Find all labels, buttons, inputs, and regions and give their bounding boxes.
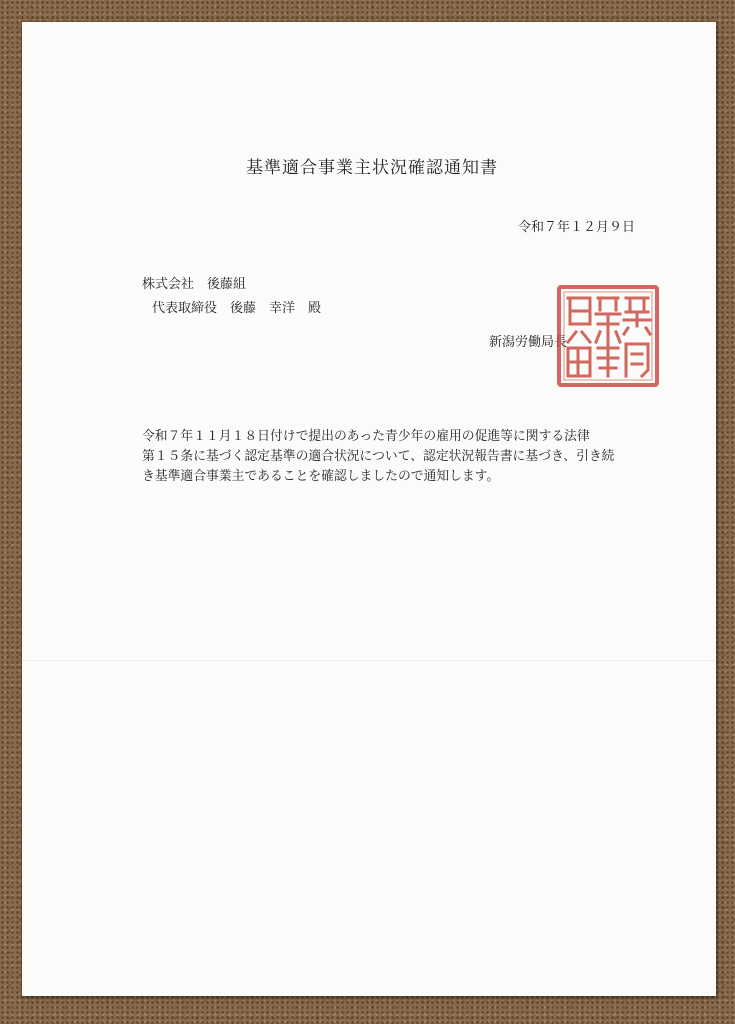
- body-line: き基準適合事業主であることを確認しましたので通知します。: [142, 469, 500, 484]
- official-seal-stamp: [556, 284, 660, 388]
- document-title: 基準適合事業主状況確認通知書: [246, 158, 498, 178]
- body-line: 第１５条に基づく認定基準の適合状況について、認定状況報告書に基づき、引き続: [142, 449, 615, 464]
- notice-body: [142, 427, 614, 487]
- recipient-company: 株式会社 後藤組: [142, 277, 247, 292]
- recipient-representative: 代表取締役 後藤 幸洋 殿: [152, 301, 322, 316]
- body-line: 令和７年１１月１８日付けで提出のあった青少年の雇用の促進等に関する法律: [142, 429, 590, 444]
- seal-icon: [556, 284, 660, 388]
- issue-date: 令和７年１２月９日: [518, 220, 636, 235]
- issuer-name: 新潟労働局長: [489, 335, 568, 350]
- paper-fold-line: [22, 660, 716, 661]
